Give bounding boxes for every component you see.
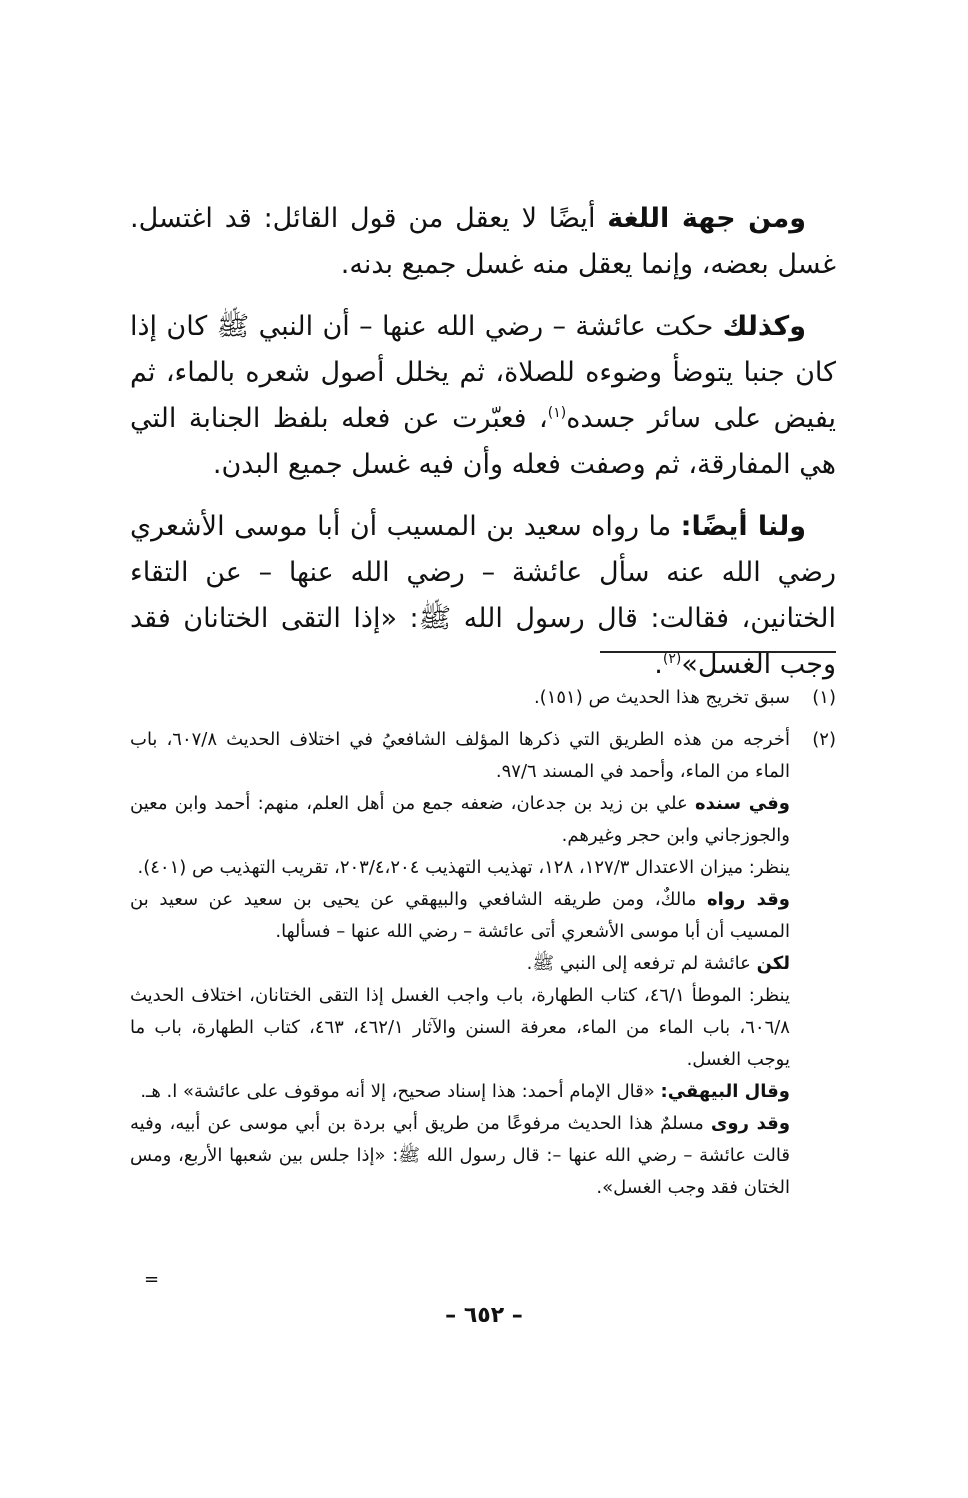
footnote-2-line-8 xyxy=(130,1108,790,1204)
footnote-2-line-8-text: مسلمٌ هذا الحديث مرفوعًا من طريق أبي بردة بن أبي موسى عن أبيه، وفيه قالت عائشة – رضي الله عنها –: قال رسول الله ﷺ: «إذا جلس بين شعبها الأربع، ومس الختان فقد وجب الغسل». xyxy=(130,1113,790,1198)
footnote-2-line-4 xyxy=(130,884,790,948)
footnote-2-line-2-lead: وفي سنده xyxy=(694,793,790,814)
footnote-2-line-6: ينظر: الموطأ ٤٦/١، كتاب الطهارة، باب واجب الغسل إذا التقى الختانان، اختلاف الحديث ٦٠٦/٨، باب الماء من الماء، معرفة السنن والآثار ٤٦٢/١، ٤٦٣، كتاب الطهارة، باب ما يوجب الغسل. xyxy=(130,985,790,1070)
paragraph-3 xyxy=(130,504,836,688)
footnote-1 xyxy=(130,682,836,714)
footnote-2-line-7-lead: وقال البيهقي: xyxy=(660,1081,790,1102)
footnote-2-number: (٢) xyxy=(812,729,836,750)
page-number: – ٦٥٢ – xyxy=(445,1303,523,1328)
paragraph-2 xyxy=(130,304,836,488)
footnote-separator xyxy=(600,651,836,653)
footnote-1-number: (١) xyxy=(812,687,836,708)
footnote-2-line-4-lead: وقد رواه xyxy=(707,889,790,910)
footnotes xyxy=(130,682,836,1214)
footnote-2-line-7-text: «قال الإمام أحمد: هذا إسناد صحيح، إلا أنه موقوف على عائشة» ا. هـ. xyxy=(140,1081,661,1102)
footnote-2-line-5-text: عائشة لم ترفعه إلى النبي ﷺ. xyxy=(526,953,757,974)
continuation-mark: = xyxy=(144,1269,160,1290)
footnote-2-line-7 xyxy=(130,1076,790,1108)
footnote-1-body xyxy=(130,682,790,714)
footnote-2-line-5-lead: لكن xyxy=(756,953,790,974)
paragraph-1 xyxy=(130,196,836,288)
footnote-2 xyxy=(130,724,836,1204)
footnote-2-line-2-text: علي بن زيد بن جدعان، ضعفه جمع من أهل العلم، منهم: أحمد وابن معين والجوزجاني وابن حجر وغيرهم. xyxy=(130,793,790,846)
footnote-ref-2[interactable]: (٢) xyxy=(662,651,682,667)
paragraph-3-lead: ولنا أيضًا: xyxy=(680,511,806,542)
footnote-2-line-4-text: مالكٌ، ومن طريقه الشافعي والبيهقي عن يحيى بن سعيد عن سعيد بن المسيب أن أبا موسى الأشعري أتى عائشة – رضي الله عنها – فسألها. xyxy=(130,889,790,942)
footnote-2-line-1: أخرجه من هذه الطريق التي ذكرها المؤلف الشافعيُ في اختلاف الحديث ٦٠٧/٨، باب الماء من الماء، وأحمد في المسند ٩٧/٦. xyxy=(130,729,790,782)
paragraph-2-text-b: ، فعبّرت عن فعله بلفظ الجنابة التي هي المفارقة، ثم وصفت فعله وأن فيه غسل جميع البدن. xyxy=(130,403,836,480)
footnote-1-text: سبق تخريج هذا الحديث ص (١٥١). xyxy=(533,687,790,708)
footnote-2-line-5 xyxy=(130,948,790,980)
footnote-ref-1[interactable]: (١) xyxy=(547,405,567,421)
footnote-2-line-2 xyxy=(130,788,790,852)
paragraph-2-lead: وكذلك xyxy=(722,311,806,342)
main-text xyxy=(130,196,836,704)
footnote-2-body xyxy=(130,724,790,1204)
footnote-2-line-3: ينظر: ميزان الاعتدال ١٢٧/٣، ١٢٨، تهذيب التهذيب ٢٠٣/٤،٢٠٤، تقريب التهذيب ص (٤٠١). xyxy=(137,857,790,878)
paragraph-1-lead: ومن جهة اللغة xyxy=(607,203,806,234)
footnote-2-line-8-lead: وقد روى xyxy=(710,1113,791,1134)
paragraph-1-text: أيضًا لا يعقل من قول القائل: قد اغتسل. غسل بعضه، وإنما يعقل منه غسل جميع بدنه. xyxy=(130,203,836,280)
paragraph-3-text-a: ما رواه سعيد بن المسيب أن أبا موسى الأشعري رضي الله عنه سأل عائشة – رضي الله عنها – عن التقاء الختانين، فقالت: قال رسول الله ﷺ: «إذا التقى الختانان فقد وجب الغسل» xyxy=(130,511,836,680)
paragraph-2-text-a: حكت عائشة – رضي الله عنها – أن النبي ﷺ كان إذا كان جنبا يتوضأ وضوءه للصلاة، ثم يخلل أصول شعره بالماء، ثم يفيض على سائر جسده xyxy=(130,311,836,434)
paragraph-3-text-b: . xyxy=(654,649,663,680)
